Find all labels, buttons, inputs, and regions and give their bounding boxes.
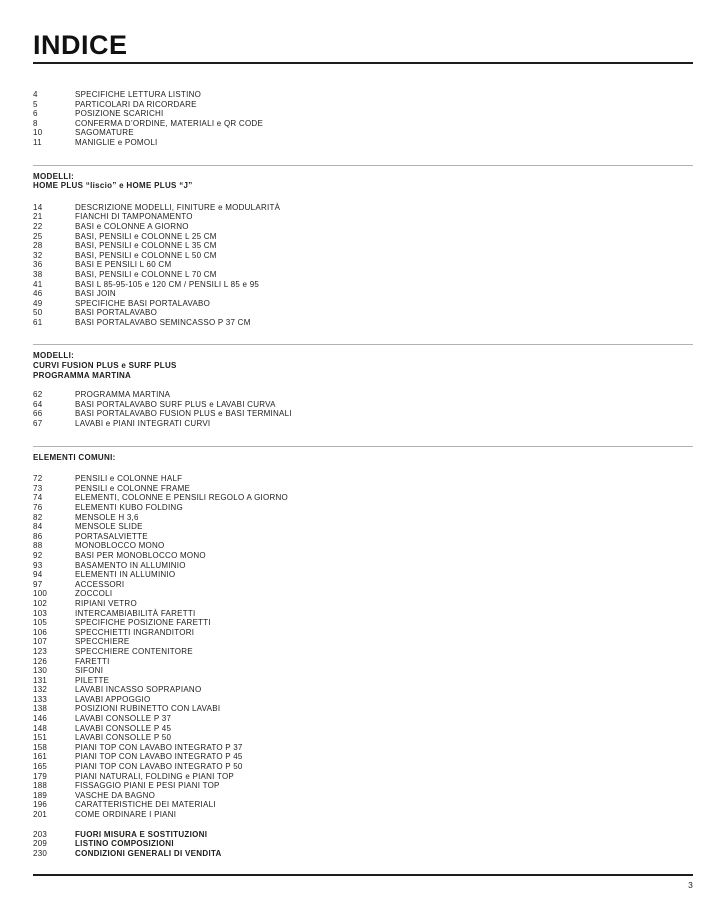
toc-entry-label: DESCRIZIONE MODELLI, FINITURE e MODULARITÀ: [75, 202, 281, 212]
toc-entry-label: FISSAGGIO PIANI E PESI PIANI TOP: [75, 781, 220, 791]
toc-entry-page-number: 133: [33, 694, 48, 704]
toc-entry: [33, 532, 693, 542]
toc-entry: [33, 138, 693, 148]
toc-entry-label: MONOBLOCCO MONO: [75, 541, 165, 551]
toc-entry: [33, 100, 693, 110]
toc-entry-label: BASI, PENSILI e COLONNE L 35 CM: [75, 241, 217, 251]
toc-entry-page-number: 161: [33, 752, 48, 762]
toc-entry: [33, 589, 693, 599]
toc-entry-label: INTERCAMBIABILITÀ FARETTI: [75, 608, 196, 618]
section-heading: [33, 453, 693, 463]
toc-entry-page-number: 72: [33, 474, 43, 484]
toc-entry-page-number: 94: [33, 570, 43, 580]
toc-entry: [33, 280, 693, 290]
toc-entry-label: SPECIFICHE LETTURA LISTINO: [75, 90, 202, 99]
toc-entry: [33, 212, 693, 222]
toc-entry-page-number: 32: [33, 250, 43, 260]
page-number: 3: [688, 880, 693, 891]
toc-entry-page-number: 21: [33, 212, 43, 222]
toc-entry: [33, 299, 693, 309]
toc-entry-page-number: 165: [33, 762, 48, 772]
toc-entry: [33, 251, 693, 261]
toc-entry: [33, 791, 693, 801]
toc-entry-label: ELEMENTI, COLONNE E PENSILI REGOLO A GIORNO: [75, 493, 289, 503]
toc-entry-page-number: 82: [33, 512, 43, 522]
toc-entry-label: MENSOLE SLIDE: [75, 522, 143, 532]
toc-entry-page-number: 151: [33, 733, 48, 743]
toc-entry-page-number: 41: [33, 279, 43, 289]
toc-entry: [33, 318, 693, 328]
toc-entry-page-number: 73: [33, 483, 43, 493]
toc-entry-page-number: 38: [33, 269, 43, 279]
toc-entry: [33, 203, 693, 213]
toc-entry-list: [33, 90, 693, 148]
toc-entry-page-number: 105: [33, 618, 48, 628]
toc-entry-label: SPECIFICHE POSIZIONE FARETTI: [75, 618, 211, 628]
toc-entry: [33, 390, 693, 400]
toc-entry-page-number: 67: [33, 419, 43, 429]
toc-entry-label: CONDIZIONI GENERALI DI VENDITA: [75, 848, 222, 858]
toc-entry-label: MENSOLE H 3,6: [75, 512, 139, 522]
toc-entry-page-number: 107: [33, 637, 48, 647]
toc-entry-label: SAGOMATURE: [75, 128, 134, 138]
toc-entry-label: POSIZIONE SCARICHI: [75, 109, 164, 119]
toc-entry: [33, 232, 693, 242]
toc-entry-label: MANIGLIE e POMOLI: [75, 137, 158, 147]
toc-entry-page-number: 76: [33, 503, 43, 512]
toc-entry: [33, 580, 693, 590]
toc-entry-label: LISTINO COMPOSIZIONI: [75, 839, 174, 849]
toc-entry-label: PIANI TOP CON LAVABO INTEGRATO P 50: [75, 762, 243, 772]
toc-entry: [33, 400, 693, 410]
toc-entry-page-number: 6: [33, 109, 38, 119]
toc-entry-label: SPECIFICHE BASI PORTALAVABO: [75, 298, 211, 308]
section-heading: [33, 351, 693, 380]
section-heading-line: MODELLI:: [33, 171, 75, 181]
section-divider: [33, 446, 693, 447]
toc-entry-label: FARETTI: [75, 656, 110, 666]
toc-entry-page-number: 74: [33, 493, 43, 503]
toc-entry-label: LAVABI CONSOLLE P 37: [75, 714, 172, 724]
section-heading: [33, 172, 693, 191]
toc-entry-list: [33, 474, 693, 819]
toc-entry-page-number: 196: [33, 800, 48, 810]
toc-entry-label: BASI, PENSILI e COLONNE L 70 CM: [75, 269, 217, 279]
toc-entry: [33, 714, 693, 724]
toc-entry: [33, 839, 693, 849]
toc-entry-page-number: 188: [33, 781, 48, 791]
toc-entry: [33, 308, 693, 318]
toc-entry: [33, 800, 693, 810]
toc-entry-page-number: 130: [33, 666, 48, 676]
toc-entry-label: PARTICOLARI DA RICORDARE: [75, 99, 197, 109]
footer-rule: [33, 874, 693, 876]
section-heading-line: CURVI FUSION PLUS e SURF PLUS: [33, 361, 177, 371]
toc-entry: [33, 609, 693, 619]
toc-entry-page-number: 100: [33, 589, 48, 599]
toc-entry: [33, 637, 693, 647]
toc-entry: [33, 743, 693, 753]
toc-entry-page-number: 46: [33, 289, 43, 299]
toc-entry: [33, 109, 693, 119]
toc-entry-page-number: 209: [33, 839, 48, 849]
toc-entry-page-number: 8: [33, 118, 38, 128]
toc-entry-label: LAVABI APPOGGIO: [75, 694, 151, 704]
toc-entry: [33, 222, 693, 232]
toc-entry-page-number: 50: [33, 308, 43, 318]
toc-entry-label: BASAMENTO IN ALLUMINIO: [75, 560, 186, 570]
toc-entry-label: ACCESSORI: [75, 579, 125, 589]
section-heading-line: PROGRAMMA MARTINA: [33, 370, 132, 380]
toc-entry: [33, 628, 693, 638]
toc-entry-list: [33, 203, 693, 328]
toc-entry: [33, 762, 693, 772]
toc-entry: [33, 695, 693, 705]
toc-entry-label: PORTASALVIETTE: [75, 531, 148, 541]
toc-entry-label: FIANCHI DI TAMPONAMENTO: [75, 212, 193, 222]
toc-entry: [33, 666, 693, 676]
toc-entry: [33, 270, 693, 280]
toc-entry: [33, 685, 693, 695]
toc-entry: [33, 704, 693, 714]
page-title: INDICE: [33, 30, 128, 60]
toc-entry: [33, 561, 693, 571]
toc-entry-page-number: 126: [33, 656, 48, 666]
toc-entry-label: LAVABI INCASSO SOPRAPIANO: [75, 685, 202, 695]
section-divider: [33, 344, 693, 345]
toc-entry-label: BASI PER MONOBLOCCO MONO: [75, 550, 206, 560]
toc-entry: [33, 90, 693, 100]
toc-entry: [33, 241, 693, 251]
toc-entry: [33, 781, 693, 791]
toc-entry-label: LAVABI e PIANI INTEGRATI CURVI: [75, 419, 211, 429]
toc-entry-label: SPECCHIETTI INGRANDITORI: [75, 627, 195, 637]
toc-entry: [33, 541, 693, 551]
toc-entry: [33, 289, 693, 299]
toc-sections: [33, 90, 693, 858]
toc-entry: [33, 724, 693, 734]
title-rule: [33, 62, 693, 64]
toc-entry: [33, 647, 693, 657]
toc-entry: [33, 618, 693, 628]
toc-entry: [33, 493, 693, 503]
toc-entry-page-number: 36: [33, 260, 43, 270]
toc-entry-label: SPECCHIERE CONTENITORE: [75, 646, 193, 656]
toc-entry-page-number: 203: [33, 829, 48, 839]
toc-entry: [33, 830, 693, 840]
toc-entry: [33, 772, 693, 782]
toc-entry: [33, 599, 693, 609]
toc-entry: [33, 676, 693, 686]
toc-entry-page-number: 22: [33, 221, 43, 231]
toc-entry-page-number: 49: [33, 298, 43, 308]
toc-entry-page-number: 61: [33, 317, 43, 327]
toc-entry-page-number: 148: [33, 723, 48, 733]
toc-entry-label: ELEMENTI KUBO FOLDING: [75, 503, 183, 512]
toc-entry-label: PROGRAMMA MARTINA: [75, 390, 171, 400]
toc-entry-label: PENSILI e COLONNE FRAME: [75, 483, 191, 493]
section-heading-line: MODELLI:: [33, 351, 75, 361]
toc-entry: [33, 849, 693, 859]
toc-entry: [33, 810, 693, 820]
toc-entry: [33, 570, 693, 580]
toc-entry: [33, 409, 693, 419]
toc-entry-label: RIPIANI VETRO: [75, 598, 137, 608]
toc-entry-page-number: 84: [33, 522, 43, 532]
toc-entry-page-number: 106: [33, 627, 48, 637]
toc-entry-page-number: 102: [33, 598, 48, 608]
toc-entry: [33, 657, 693, 667]
toc-entry-page-number: 11: [33, 137, 42, 147]
toc-entry-page-number: 28: [33, 241, 43, 251]
toc-entry-page-number: 88: [33, 541, 43, 551]
toc-entry-label: VASCHE DA BAGNO: [75, 790, 156, 800]
toc-entry-page-number: 5: [33, 99, 38, 109]
toc-entry-label: FUORI MISURA E SOSTITUZIONI: [75, 829, 208, 839]
toc-entry-page-number: 189: [33, 790, 48, 800]
toc-entry-label: LAVABI CONSOLLE P 45: [75, 723, 172, 733]
toc-entry-page-number: 64: [33, 399, 43, 409]
toc-entry-page-number: 201: [33, 810, 48, 819]
toc-entry-label: POSIZIONI RUBINETTO CON LAVABI: [75, 704, 221, 714]
toc-entry: [33, 522, 693, 532]
toc-entry-page-number: 97: [33, 579, 43, 589]
toc-entry-label: BASI PORTALAVABO SURF PLUS e LAVABI CURVA: [75, 399, 276, 409]
toc-entry-label: PILETTE: [75, 675, 110, 685]
toc-entry-label: PENSILI e COLONNE HALF: [75, 474, 183, 484]
toc-entry-label: SPECCHIERE: [75, 637, 130, 647]
toc-entry-label: ZOCCOLI: [75, 589, 113, 599]
toc-entry: [33, 733, 693, 743]
toc-entry: [33, 513, 693, 523]
toc-entry-label: BASI PORTALAVABO: [75, 308, 158, 318]
toc-entry-label: BASI, PENSILI e COLONNE L 25 CM: [75, 231, 217, 241]
toc-entry-label: LAVABI CONSOLLE P 50: [75, 733, 172, 743]
toc-entry-page-number: 158: [33, 742, 48, 752]
toc-entry-page-number: 146: [33, 714, 48, 724]
toc-entry-label: COME ORDINARE I PIANI: [75, 810, 177, 819]
toc-entry-page-number: 86: [33, 531, 43, 541]
toc-entry: [33, 484, 693, 494]
toc-entry-label: PIANI TOP CON LAVABO INTEGRATO P 45: [75, 752, 243, 762]
section-divider: [33, 165, 693, 166]
toc-entry-page-number: 179: [33, 771, 48, 781]
toc-entry-page-number: 138: [33, 704, 48, 714]
toc-entry-page-number: 92: [33, 550, 43, 560]
toc-entry-label: BASI PORTALAVABO SEMINCASSO P 37 CM: [75, 317, 251, 327]
toc-entry-page-number: 25: [33, 231, 43, 241]
toc-entry: [33, 474, 693, 484]
toc-entry: [33, 419, 693, 429]
toc-entry-label: BASI L 85-95-105 e 120 CM / PENSILI L 85 e 95: [75, 279, 260, 289]
toc-entry-label: SIFONI: [75, 666, 104, 676]
toc-entry-page-number: 123: [33, 646, 48, 656]
toc-bold-entry-list: [33, 830, 693, 859]
toc-entry: [33, 128, 693, 138]
toc-entry-page-number: 93: [33, 560, 43, 570]
toc-entry-label: BASI e COLONNE A GIORNO: [75, 221, 189, 231]
toc-entry-label: BASI, PENSILI e COLONNE L 50 CM: [75, 250, 217, 260]
toc-entry-page-number: 132: [33, 685, 48, 695]
toc-entry-list: [33, 390, 693, 428]
toc-entry: [33, 119, 693, 129]
toc-entry: [33, 752, 693, 762]
page-header: [33, 0, 693, 64]
toc-entry: [33, 260, 693, 270]
toc-entry-page-number: 14: [33, 202, 43, 212]
section-heading-line: ELEMENTI COMUNI:: [33, 452, 116, 462]
toc-entry-page-number: 4: [33, 90, 38, 99]
toc-entry-page-number: 66: [33, 409, 43, 419]
toc-entry-page-number: 131: [33, 675, 48, 685]
toc-entry-page-number: 103: [33, 608, 48, 618]
toc-entry-page-number: 10: [33, 128, 43, 138]
toc-entry-page-number: 62: [33, 390, 43, 400]
toc-entry: [33, 551, 693, 561]
toc-entry-label: PIANI NATURALI, FOLDING e PIANI TOP: [75, 771, 235, 781]
toc-entry-label: CARATTERISTICHE DEI MATERIALI: [75, 800, 216, 810]
toc-entry-page-number: 230: [33, 848, 48, 858]
toc-entry-label: BASI E PENSILI L 60 CM: [75, 260, 172, 270]
section-heading-line: HOME PLUS “liscio” e HOME PLUS “J”: [33, 181, 193, 191]
toc-entry-label: ELEMENTI IN ALLUMINIO: [75, 570, 176, 580]
toc-entry-label: BASI JOIN: [75, 289, 116, 299]
toc-entry-label: PIANI TOP CON LAVABO INTEGRATO P 37: [75, 742, 243, 752]
page-footer: [33, 874, 693, 890]
toc-entry: [33, 503, 693, 513]
toc-entry-label: CONFERMA D’ORDINE, MATERIALI e QR CODE: [75, 118, 264, 128]
toc-entry-label: BASI PORTALAVABO FUSION PLUS e BASI TERMINALI: [75, 409, 292, 419]
